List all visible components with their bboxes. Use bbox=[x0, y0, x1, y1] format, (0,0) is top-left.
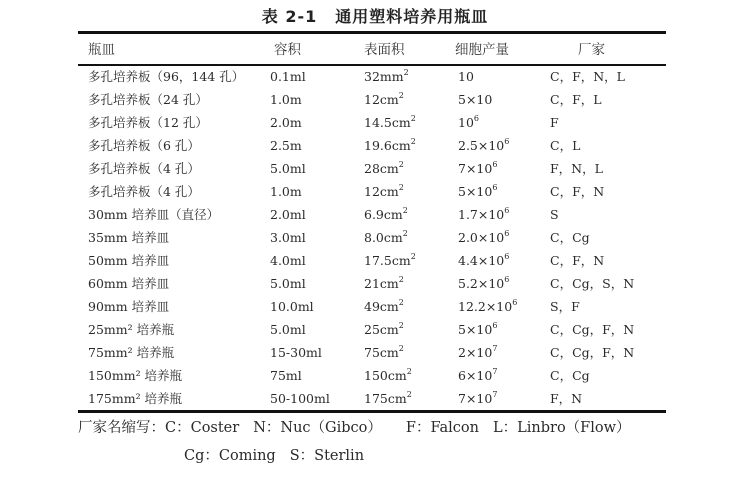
yield-exponent: 6 bbox=[492, 321, 498, 330]
area-value: 12cm bbox=[364, 92, 399, 107]
yield-exponent: 6 bbox=[504, 275, 510, 284]
table-number: 表 2-1 bbox=[261, 7, 318, 26]
header-rule bbox=[78, 64, 666, 66]
cell-volume: 3.0ml bbox=[270, 230, 306, 245]
cell-yield bbox=[458, 390, 497, 408]
yield-value: 10 bbox=[458, 69, 474, 84]
table-row bbox=[0, 321, 750, 344]
cell-vessel: 多孔培养板（4 孔） bbox=[88, 161, 200, 176]
area-exponent: 2 bbox=[398, 91, 404, 100]
header-makers: 厂家 bbox=[578, 42, 605, 58]
yield-value: 12.2×10 bbox=[458, 299, 513, 314]
area-exponent: 2 bbox=[406, 390, 412, 399]
header-vessel: 瓶皿 bbox=[88, 42, 115, 58]
cell-yield bbox=[458, 137, 509, 155]
cell-makers: S，F bbox=[550, 299, 580, 314]
cell-volume: 5.0ml bbox=[270, 276, 306, 291]
area-exponent: 2 bbox=[398, 344, 404, 353]
yield-exponent: 6 bbox=[504, 252, 510, 261]
cell-vessel: 30mm 培养皿（直径） bbox=[88, 207, 220, 222]
cell-yield bbox=[458, 114, 479, 132]
cell-vessel: 25mm² 培养瓶 bbox=[88, 322, 175, 337]
cell-makers: C，F，N bbox=[550, 184, 605, 199]
area-value: 8.0cm bbox=[364, 230, 403, 245]
cell-makers: C，F，L bbox=[550, 92, 602, 107]
top-rule bbox=[78, 31, 666, 34]
area-exponent: 2 bbox=[410, 252, 416, 261]
area-value: 12cm bbox=[364, 184, 399, 199]
table-row bbox=[0, 160, 750, 183]
area-exponent: 2 bbox=[402, 206, 408, 215]
area-exponent: 2 bbox=[398, 275, 404, 284]
area-exponent: 2 bbox=[398, 298, 404, 307]
cell-makers: C，Cg，S，N bbox=[550, 276, 635, 291]
cell-yield bbox=[458, 160, 497, 178]
area-value: 28cm bbox=[364, 161, 399, 176]
cell-vessel: 35mm 培养皿 bbox=[88, 230, 170, 245]
cell-volume: 15-30ml bbox=[270, 345, 322, 360]
cell-volume: 10.0ml bbox=[270, 299, 314, 314]
area-exponent: 2 bbox=[398, 321, 404, 330]
cell-yield bbox=[458, 183, 497, 201]
yield-value: 5×10 bbox=[458, 184, 493, 199]
yield-value: 2×10 bbox=[458, 345, 493, 360]
cell-area bbox=[364, 229, 408, 247]
footnote-item: N：Nuc（Gibco） bbox=[253, 420, 382, 436]
cell-volume: 50-100ml bbox=[270, 391, 330, 406]
yield-value: 6×10 bbox=[458, 368, 493, 383]
cell-area bbox=[364, 275, 404, 293]
yield-exponent: 6 bbox=[473, 114, 479, 123]
footnote-item: S：Sterlin bbox=[289, 448, 365, 464]
cell-volume: 5.0ml bbox=[270, 322, 306, 337]
area-value: 17.5cm bbox=[364, 253, 411, 268]
footnote-line-1 bbox=[78, 416, 645, 437]
table-row bbox=[0, 367, 750, 390]
table-row bbox=[0, 114, 750, 137]
cell-makers: C，Cg bbox=[550, 368, 590, 383]
table-row bbox=[0, 137, 750, 160]
cell-area bbox=[364, 298, 404, 316]
cell-makers: S bbox=[550, 207, 559, 222]
cell-yield bbox=[458, 229, 509, 247]
yield-exponent: 7 bbox=[492, 344, 498, 353]
area-exponent: 2 bbox=[410, 114, 416, 123]
cell-vessel: 多孔培养板（96，144 孔） bbox=[88, 69, 245, 84]
cell-makers: F，N bbox=[550, 391, 583, 406]
yield-value: 2.5×10 bbox=[458, 138, 505, 153]
cell-makers: C，Cg，F，N bbox=[550, 322, 635, 337]
cell-volume: 0.1ml bbox=[270, 69, 306, 84]
area-value: 32mm bbox=[364, 69, 404, 84]
area-value: 175cm bbox=[364, 391, 407, 406]
area-exponent: 2 bbox=[398, 160, 404, 169]
table-row bbox=[0, 298, 750, 321]
cell-vessel: 60mm 培养皿 bbox=[88, 276, 170, 291]
yield-exponent: 6 bbox=[512, 298, 518, 307]
yield-value: 7×10 bbox=[458, 161, 493, 176]
cell-yield bbox=[458, 298, 517, 316]
table-row bbox=[0, 344, 750, 367]
cell-area bbox=[364, 137, 416, 155]
yield-exponent: 7 bbox=[492, 390, 498, 399]
cell-volume: 1.0m bbox=[270, 92, 302, 107]
yield-value: 2.0×10 bbox=[458, 230, 505, 245]
header-yield: 细胞产量 bbox=[455, 42, 509, 58]
yield-value: 5×10 bbox=[458, 92, 493, 107]
footnote-line-2 bbox=[184, 444, 378, 465]
cell-vessel: 175mm² 培养瓶 bbox=[88, 391, 183, 406]
table-row bbox=[0, 252, 750, 275]
table-title bbox=[0, 4, 750, 27]
cell-area bbox=[364, 91, 404, 109]
cell-yield bbox=[458, 344, 497, 362]
cell-area bbox=[364, 160, 404, 178]
footnote-item: C：Coster bbox=[165, 420, 240, 436]
yield-exponent: 6 bbox=[492, 160, 498, 169]
header-volume: 容积 bbox=[274, 42, 301, 58]
area-exponent: 2 bbox=[406, 367, 412, 376]
cell-volume: 4.0ml bbox=[270, 253, 306, 268]
area-value: 14.5cm bbox=[364, 115, 411, 130]
footnote-item: Cg：Coming bbox=[184, 448, 276, 464]
table-row bbox=[0, 183, 750, 206]
cell-area bbox=[364, 321, 404, 339]
header-area: 表面积 bbox=[364, 42, 405, 58]
cell-vessel: 多孔培养板（6 孔） bbox=[88, 138, 200, 153]
cell-area bbox=[364, 68, 409, 86]
cell-volume: 5.0ml bbox=[270, 161, 306, 176]
yield-value: 7×10 bbox=[458, 391, 493, 406]
cell-vessel: 多孔培养板（12 孔） bbox=[88, 115, 208, 130]
cell-area bbox=[364, 367, 412, 385]
yield-value: 5.2×10 bbox=[458, 276, 505, 291]
cell-makers: C，Cg，F，N bbox=[550, 345, 635, 360]
cell-yield bbox=[458, 275, 509, 293]
yield-exponent: 6 bbox=[492, 183, 498, 192]
yield-value: 10 bbox=[458, 115, 474, 130]
cell-area bbox=[364, 344, 404, 362]
cell-vessel: 75mm² 培养瓶 bbox=[88, 345, 175, 360]
cell-vessel: 多孔培养板（24 孔） bbox=[88, 92, 208, 107]
cell-makers: F bbox=[550, 115, 559, 130]
yield-value: 5×10 bbox=[458, 322, 493, 337]
area-value: 75cm bbox=[364, 345, 399, 360]
cell-vessel: 150mm² 培养瓶 bbox=[88, 368, 183, 383]
table-row bbox=[0, 91, 750, 114]
cell-yield bbox=[458, 206, 509, 224]
cell-vessel: 50mm 培养皿 bbox=[88, 253, 170, 268]
cell-yield bbox=[458, 321, 497, 339]
area-value: 150cm bbox=[364, 368, 407, 383]
area-exponent: 2 bbox=[402, 229, 408, 238]
footnote-item: L：Linbro（Flow） bbox=[493, 420, 631, 436]
area-exponent: 2 bbox=[398, 183, 404, 192]
cell-yield bbox=[458, 252, 509, 270]
cell-volume: 2.0m bbox=[270, 115, 302, 130]
cell-yield bbox=[458, 91, 492, 109]
cell-area bbox=[364, 183, 404, 201]
yield-value: 1.7×10 bbox=[458, 207, 505, 222]
area-value: 49cm bbox=[364, 299, 399, 314]
cell-volume: 75ml bbox=[270, 368, 302, 383]
cell-makers: C，L bbox=[550, 138, 581, 153]
footnote-item: F：Falcon bbox=[405, 420, 479, 436]
cell-volume: 2.5m bbox=[270, 138, 302, 153]
cell-yield bbox=[458, 367, 497, 385]
cell-makers: C，F，N bbox=[550, 253, 605, 268]
area-exponent: 2 bbox=[410, 137, 416, 146]
cell-area bbox=[364, 114, 416, 132]
cell-volume: 1.0m bbox=[270, 184, 302, 199]
cell-area bbox=[364, 206, 408, 224]
cell-makers: C，F，N，L bbox=[550, 69, 625, 84]
table-row bbox=[0, 229, 750, 252]
area-exponent: 2 bbox=[403, 68, 409, 77]
area-value: 6.9cm bbox=[364, 207, 403, 222]
yield-exponent: 6 bbox=[504, 206, 510, 215]
table-row bbox=[0, 68, 750, 91]
table-row bbox=[0, 206, 750, 229]
footnote-label: 厂家名缩写： bbox=[78, 420, 165, 436]
area-value: 19.6cm bbox=[364, 138, 411, 153]
yield-exponent: 7 bbox=[492, 367, 498, 376]
cell-yield bbox=[458, 68, 474, 86]
cell-volume: 2.0ml bbox=[270, 207, 306, 222]
table-caption: 通用塑料培养用瓶皿 bbox=[335, 7, 489, 26]
yield-exponent: 6 bbox=[504, 229, 510, 238]
cell-area bbox=[364, 390, 412, 408]
cell-vessel: 90mm 培养皿 bbox=[88, 299, 170, 314]
cell-makers: C，Cg bbox=[550, 230, 590, 245]
cell-vessel: 多孔培养板（4 孔） bbox=[88, 184, 200, 199]
bottom-rule bbox=[78, 410, 666, 413]
yield-exponent: 6 bbox=[504, 137, 510, 146]
area-value: 21cm bbox=[364, 276, 399, 291]
yield-value: 4.4×10 bbox=[458, 253, 505, 268]
cell-makers: F，N，L bbox=[550, 161, 603, 176]
area-value: 25cm bbox=[364, 322, 399, 337]
cell-area bbox=[364, 252, 416, 270]
table-row bbox=[0, 275, 750, 298]
